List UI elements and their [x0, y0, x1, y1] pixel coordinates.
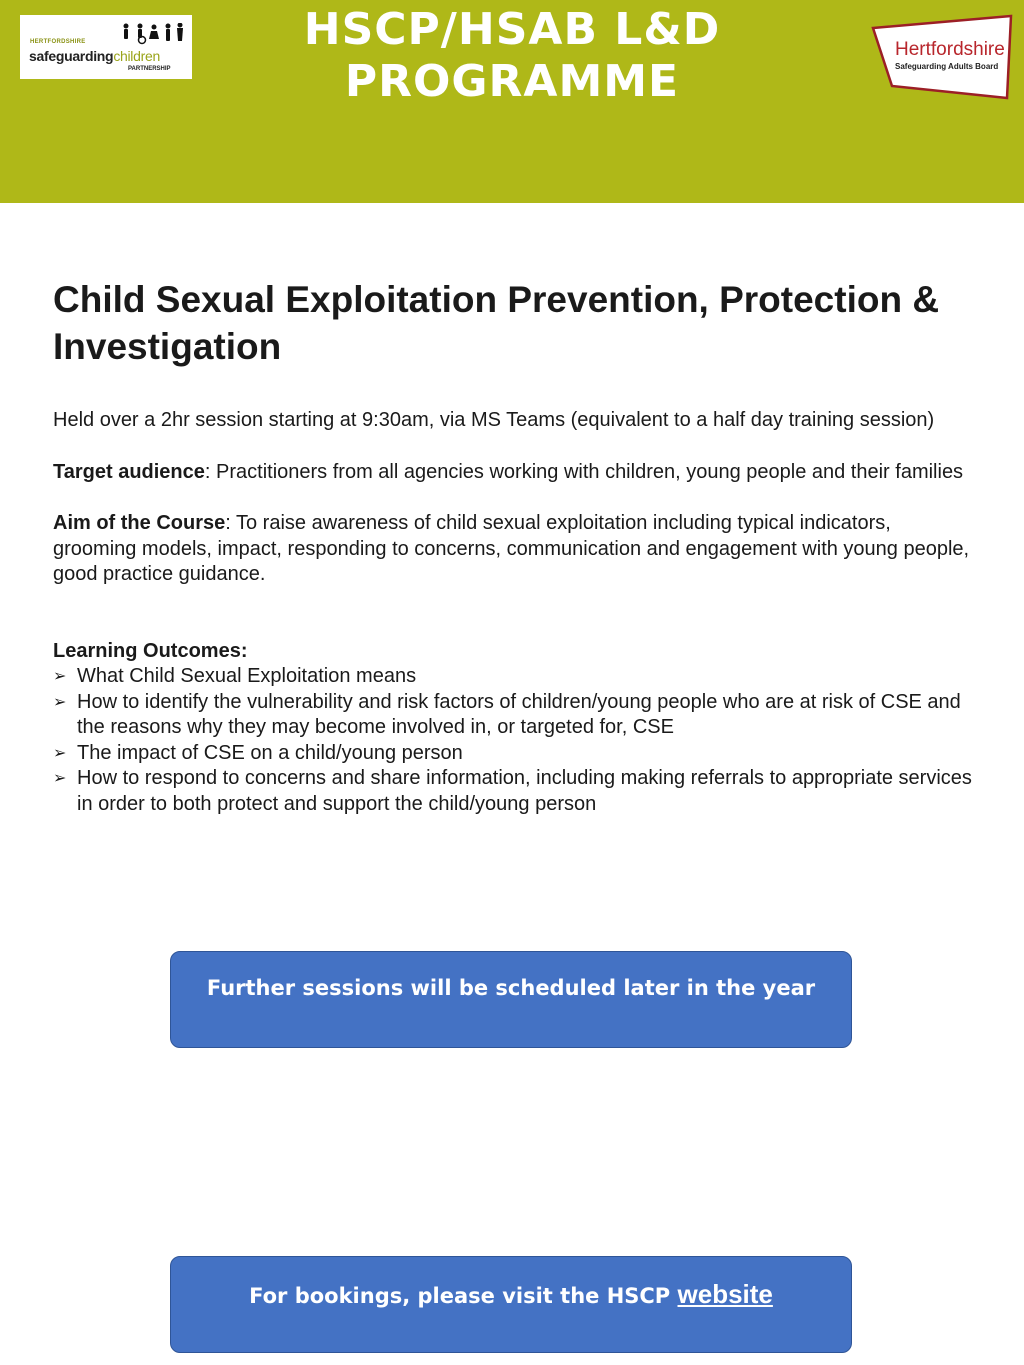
- logo-accent-word: children: [113, 48, 160, 64]
- course-aim: [53, 511, 973, 588]
- logo-partnership-text: PARTNERSHIP: [128, 66, 171, 72]
- hsab-logo-main-text: Hertfordshire: [895, 39, 1005, 60]
- page-title-line2: PROGRAMME: [344, 56, 680, 107]
- further-sessions-button[interactable]: [170, 951, 852, 1048]
- header-banner: [0, 0, 1024, 203]
- target-audience-label: Target audience: [53, 460, 205, 483]
- course-aim-label: Aim of the Course: [53, 512, 226, 534]
- arrow-bullet-icon: ➢: [53, 693, 67, 711]
- page-title: [212, 4, 812, 108]
- list-item: [53, 690, 973, 741]
- logo-county-text: HERTFORDSHIRE: [30, 39, 86, 45]
- list-item: [53, 741, 973, 767]
- course-title: Child Sexual Exploitation Prevention, Protection & Investigation: [53, 279, 940, 367]
- website-link[interactable]: website: [677, 1279, 773, 1309]
- course-aim-text: : To raise awareness of child sexual exploitation including typical indicators, grooming models, impact, responding to concerns, communication and engagement with young people, good practice guidance.: [53, 512, 970, 585]
- target-audience-text: : Practitioners from all agencies working with children, young people and their families: [204, 460, 964, 483]
- target-audience: [53, 460, 973, 486]
- hsab-logo: [870, 14, 1016, 102]
- logo-main-word: safeguarding: [29, 48, 114, 64]
- bookings-label: For bookings, please visit the HSCP: [249, 1284, 678, 1308]
- course-details: [53, 276, 973, 817]
- logo-main-text: [29, 48, 160, 64]
- outcome-text: How to respond to concerns and share information, including making referrals to appropriate services in order to both protect and support the child/young person: [77, 767, 972, 815]
- page-title-line1: HSCP/HSAB L&D: [303, 4, 721, 55]
- learning-outcomes-heading: Learning Outcomes:: [53, 639, 248, 662]
- list-item: [53, 664, 973, 690]
- further-sessions-label: Further sessions will be scheduled later in the year: [206, 976, 816, 1000]
- outcome-text: The impact of CSE on a child/young person: [77, 741, 463, 764]
- people-figures-icon: [120, 23, 186, 45]
- bookings-button[interactable]: [170, 1256, 852, 1353]
- learning-outcomes-list: [53, 664, 973, 817]
- arrow-bullet-icon: ➢: [53, 744, 67, 762]
- arrow-bullet-icon: ➢: [53, 770, 67, 787]
- list-item: [53, 766, 973, 817]
- arrow-bullet-icon: ➢: [53, 668, 67, 685]
- hsab-logo-sub-text: Safeguarding Adults Board: [895, 62, 999, 71]
- session-info: Held over a 2hr session starting at 9:30am, via MS Teams (equivalent to a half day training session): [53, 409, 935, 431]
- outcome-text: How to identify the vulnerability and risk factors of children/young people who are at risk of CSE and the reasons why they may become involved in, or targeted for, CSE: [77, 690, 961, 738]
- hscp-logo: [20, 15, 192, 79]
- outcome-text: What Child Sexual Exploitation means: [77, 665, 417, 687]
